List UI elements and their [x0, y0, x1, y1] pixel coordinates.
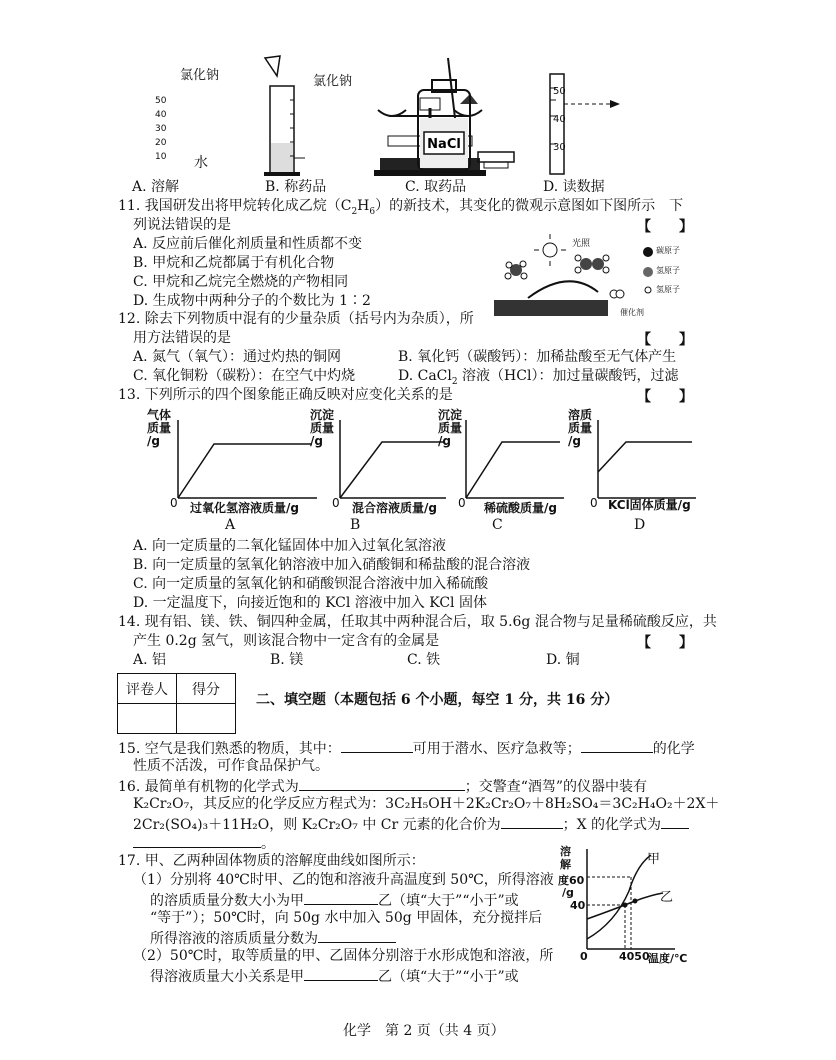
- page-footer: 化学 第 2 页（共 4 页）: [343, 1023, 505, 1039]
- section-2-title: 二、填空题（本题包括 6 个小题，每空 1 分，共 16 分）: [256, 692, 619, 708]
- grader-label: 评卷人: [118, 674, 177, 704]
- q13-graph-b-xlabel: 混合溶液质量/g: [352, 501, 437, 515]
- q17-chart-x4050: 4050: [619, 950, 650, 963]
- q15-line2: 性质不活泼，可作食品保护气。: [133, 758, 329, 774]
- q17-blank-3[interactable]: [304, 966, 378, 981]
- catalyst-surface: [494, 290, 624, 316]
- q16-blank-3[interactable]: [661, 814, 689, 829]
- q13-option-d: D. 一定温度下，向接近饱和的 KCl 溶液中加入 KCl 固体: [133, 595, 487, 611]
- q17-stem: 17. 甲、乙两种固体物质的溶解度曲线如图所示：: [118, 853, 425, 869]
- q11-catalyst-label: 催化剂: [620, 308, 644, 317]
- q13-graph-a-xlabel: 过氧化氢溶液质量/g: [190, 501, 299, 515]
- q17-blank-2[interactable]: [318, 928, 396, 943]
- grader-cell[interactable]: [118, 704, 177, 734]
- q17-part1-line3: “等于”）；50℃时，向 50g 水中加入 50g 甲固体，充分搅拌后: [150, 910, 543, 926]
- q13-option-a: A. 向一定质量的二氧化锰固体中加入过氧化氢溶液: [133, 538, 447, 554]
- q11-light-label: 光照: [572, 239, 591, 249]
- q13-answer-bracket: 【 】: [637, 389, 693, 405]
- q14-option-a: A. 铝: [133, 652, 167, 668]
- q11-stem-line2: 列说法错误的是: [133, 217, 231, 233]
- q17-part2-line2: 得溶液质量大小关系是甲 乙（填“大于”“小于”或: [150, 966, 519, 987]
- q16-blank-1[interactable]: [299, 776, 465, 791]
- q17-chart-xlabel: 温度/℃: [648, 952, 688, 965]
- q13-graph-c-letter: C: [492, 517, 503, 533]
- q16-line1: 16. 最简单有机物的化学式为 ；交警查“酒驾”的仪器中装有: [118, 776, 647, 797]
- q12-answer-bracket: 【 】: [637, 332, 693, 348]
- q14-stem: 14. 现有铝、镁、铁、铜四种金属，任取其中两种混合后，取 5.6g 混合物与足量稀硫酸反应，共: [118, 614, 717, 630]
- q17-part1-line1: （1）分别将 40℃时甲、乙的饱和溶液升高温度到 50℃，所得溶液: [133, 872, 554, 888]
- q17-chart-y60: 度60: [558, 874, 585, 887]
- q17-part1-line4: 所得溶液的溶质质量分数为: [150, 928, 396, 949]
- q13-graph-c-xlabel: 稀硫酸质量/g: [484, 501, 557, 515]
- q14-answer-bracket: 【 】: [637, 635, 693, 651]
- fig-a-graduated-cylinder: [264, 56, 305, 176]
- fig-d-ticks: 50 40 30: [553, 86, 566, 153]
- q16-blank-3-cont[interactable]: [133, 833, 261, 848]
- score-box: [117, 673, 236, 734]
- q12-stem-line2: 用方法错误的是: [133, 330, 231, 346]
- q15-line1: 15. 空气是我们熟悉的物质，其中： 可用于潜水、医疗急救等； 的化学: [118, 738, 695, 759]
- q14-option-d: D. 铜: [546, 652, 580, 668]
- q14-option-b: B. 镁: [270, 652, 304, 668]
- score-cell[interactable]: [177, 704, 236, 734]
- fig-option-c: C. 取药品: [405, 179, 467, 195]
- fig-a-salt-label: 氯化钠: [180, 68, 220, 83]
- q11-legend-2: 氢原子: [656, 266, 680, 275]
- nacl-label: NaCl: [427, 137, 461, 152]
- q17-chart-jia: 甲: [647, 852, 661, 867]
- fig-b-salt-label: 氯化钠: [313, 74, 353, 89]
- q11-legend-3: 氢原子: [656, 285, 680, 294]
- q11-option-d: D. 生成物中两种分子的个数比为 1∶2: [133, 293, 371, 309]
- fig-option-d: D. 读数据: [543, 179, 605, 195]
- q12-option-b: B. 氧化钙（碳酸钙）：加稀盐酸至无气体产生: [398, 349, 677, 365]
- q12-stem: 12. 除去下列物质中混有的少量杂质（括号内为杂质），所: [118, 311, 474, 327]
- q13-graph-d-letter: D: [634, 517, 646, 533]
- fig-a-water-label: 水: [194, 155, 208, 171]
- q17-chart-yunit: /g: [562, 886, 574, 899]
- q11-stem: 11. 我国研发出将甲烷转化成乙烷$(C_2H_6)$的新技术，其变化的微观示意图如下图所示 下: [118, 198, 684, 217]
- q15-blank-2[interactable]: [581, 738, 653, 753]
- q13-option-b: B. 向一定质量的氢氧化钠溶液中加入硝酸铜和稀盐酸的混合溶液: [133, 557, 531, 573]
- q17-chart-y40: 40: [570, 899, 586, 912]
- q11-answer-bracket: 【 】: [637, 219, 693, 235]
- q11-option-b: B. 甲烷和乙烷都属于有机化合物: [133, 255, 335, 271]
- q11-option-c: C. 甲烷和乙烷完全燃烧的产物相同: [133, 274, 349, 290]
- fig-c-reagent-bottle: [418, 58, 514, 170]
- fig-option-b: B. 称药品: [265, 179, 327, 195]
- q11-legend-1: 碳原子: [656, 246, 680, 255]
- q17-part1-line2: 的溶质质量分数大小为甲 乙（填“大于”“小于”或: [150, 890, 519, 911]
- q11-option-a: A. 反应前后催化剂质量和性质都不变: [133, 236, 363, 252]
- q17-chart-ylabel: 溶 解: [560, 845, 571, 871]
- q12-option-d: D. CaCl$_2$ 溶液（HCl）：加过量碳酸钙，过滤: [398, 368, 679, 387]
- q14-stem-line2: 产生 0.2g 氢气，则该混合物中一定含有的金属是: [133, 633, 440, 649]
- curve-jia: [587, 855, 651, 939]
- q17-chart-origin: 0: [580, 950, 588, 963]
- q17-blank-1[interactable]: [304, 890, 378, 905]
- q13-stem: 13. 下列所示的四个图象能正确反映对应变化关系的是: [118, 387, 453, 403]
- q14-option-c: C. 铁: [407, 652, 441, 668]
- q12-option-a: A. 氮气（氧气）：通过灼热的铜网: [133, 349, 342, 365]
- q17-chart-yi: 乙: [660, 890, 674, 905]
- q13-graph-a-letter: A: [225, 517, 236, 533]
- q16-line3: 2Cr₂(SO₄)₃＋11H₂O，则 K₂Cr₂O₇ 中 Cr 元素的化合价为 ；X 的化学式为: [133, 814, 689, 835]
- q13-graph-d-xlabel: KCl固体质量/g: [608, 498, 691, 512]
- q13-option-c: C. 向一定质量的氢氧化钠和硝酸钡混合溶液中加入稀硫酸: [133, 576, 489, 592]
- q15-blank-1[interactable]: [341, 738, 413, 753]
- fig-a-ticks: 50 40 30 20 10: [155, 96, 167, 162]
- fig-option-a: A. 溶解: [132, 179, 180, 195]
- methane-molecules: [505, 261, 527, 279]
- q13-graph-b-letter: B: [350, 517, 361, 533]
- q16-line2: K₂Cr₂O₇，其反应的化学反应方程式为：3C₂H₅OH＋2K₂Cr₂O₇＋8H₂SO₄＝3C₂H₄O₂＋2X＋: [133, 796, 720, 812]
- q17-part2-line1: （2）50℃时，取等质量的甲、乙固体分别溶于水形成饱和溶液，所: [133, 948, 554, 964]
- ethane-molecule: [575, 255, 609, 273]
- q16-line4: 。: [133, 833, 275, 854]
- q16-blank-2[interactable]: [501, 814, 563, 829]
- score-label: 得分: [177, 674, 236, 704]
- q12-option-c: C. 氧化铜粉（碳粉）：在空气中灼烧: [133, 368, 356, 384]
